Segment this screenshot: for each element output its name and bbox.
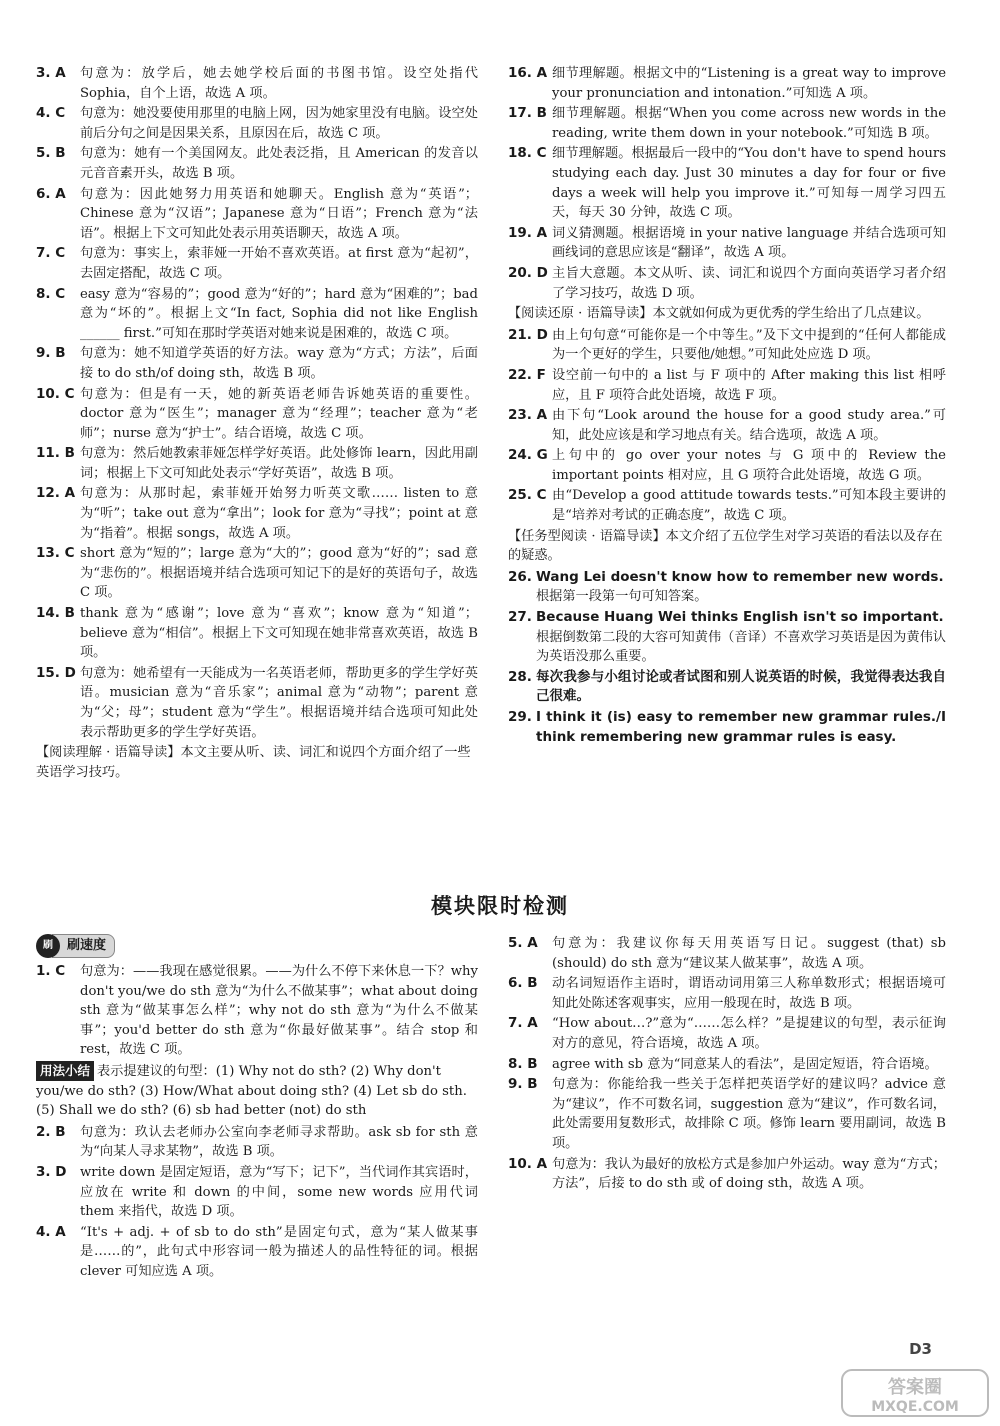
answer-explanation: 词义猜测题。根据语境 in your native language 并结合选项可知画线词的意思应该是“翻译”，故选 A 项。 — [552, 225, 946, 261]
answer-explanation: 句意为：我建议你每天用英语写日记。suggest (that) sb (should) do sth 意为“建议某人做某事”，故选 A 项。 — [552, 936, 946, 971]
usage-tag: 用法小结 — [36, 1061, 94, 1081]
answer-item — [36, 385, 478, 444]
answer-explanation: 句意为：她没要使用那里的电脑上网，因为她家里没有电脑。设空处前后分句之间是因果关系，且原因在后，故选 C 项。 — [80, 106, 478, 141]
answer-item — [508, 1055, 946, 1075]
task-answer-text: Wang Lei doesn't know how to remember new words. — [536, 568, 944, 585]
answer-item — [36, 484, 478, 543]
answer-item — [508, 104, 946, 143]
answer-item — [36, 185, 478, 244]
task-answer-text: Because Huang Wei thinks English isn't so important. — [536, 609, 944, 626]
answer-explanation: 句意为：从那时起，索菲娅开始努力听英文歌…… listen to 意为“听”；take out 意为“拿出”；look for 意为“寻找”；point at 意为“指着”。根据 songs，故选 A 项。 — [80, 486, 478, 541]
question-number: 7. A — [508, 1015, 538, 1032]
task-explanation: 根据倒数第二段的大容可知黄伟（音译）不喜欢学习英语是因为黄伟认为英语没那么重要。 — [536, 629, 946, 665]
task-answer-text: 每次我参与小组讨论或者试图和别人说英语的时候，我觉得表达我自己很难。 — [536, 668, 946, 705]
svg-text:答案圈: 答案圈 — [888, 1377, 942, 1398]
svg-text:MXQE.COM: MXQE.COM — [871, 1399, 959, 1415]
answer-item — [36, 244, 478, 283]
question-number: 20. D — [508, 264, 548, 281]
answer-explanation: 句意为：她希望有一天能成为一名英语老师，帮助更多的学生学好英语。musician 意为“音乐家”；animal 意为“动物”；parent 意为“父；母”；student 意为“学生”。根据语境并结合选项可知此处表示帮助更多的学生学好英语。 — [80, 665, 478, 740]
question-number: 5. A — [508, 935, 538, 951]
question-number: 27. — [508, 609, 532, 626]
answer-explanation: 句意为：然后她教索菲娅怎样学好英语。此处修饰 learn，因此用副词；根据上下文可知此处表示“学好英语”，故选 B 项。 — [80, 446, 478, 481]
answer-item — [36, 664, 478, 742]
question-number: 9. B — [508, 1076, 538, 1093]
answer-item — [36, 1163, 478, 1222]
answer-explanation: 主旨大意题。本文从听、读、词汇和说四个方面向英语学习者介绍了学习技巧，故选 D 项。 — [552, 265, 946, 301]
answer-explanation: short 意为“短的”；large 意为“大的”；good 意为“好的”；sad 意为“悲伤的”。根据语境并结合选项可知记下的是好的英语句子，故选 C 项。 — [80, 546, 478, 601]
answer-item — [508, 1014, 946, 1053]
question-number: 12. A — [36, 485, 76, 502]
task-body — [536, 568, 946, 607]
section-title: 模块限时检测 — [431, 894, 569, 918]
answer-explanation: 句意为：因此她努力用英语和她聊天。English 意为“英语”；Chinese 意为“汉语”；Japanese 意为“日语”；French 意为“法语”。根据上下文可知此处表示用英语聊天，故选 A 项。 — [80, 186, 478, 241]
answer-item — [36, 962, 478, 1060]
question-number: 5. B — [36, 145, 66, 162]
question-number: 8. C — [36, 285, 66, 302]
answer-item — [508, 406, 946, 445]
usage-text: 表示提建议的句型：(1) Why not do sth? (2) Why don't you/we do sth? (3) How/What about doing sth? (4) Let sb do sth. (5) Shall we do sth? (6) sb had better (not) do sth — [36, 1063, 467, 1119]
answer-item — [508, 486, 946, 525]
answer-explanation: 上句中的 go over your notes 与 G 项中的 Review the important points 相对应，且 G 项符合此处语境，故选 G 项。 — [552, 448, 946, 483]
task-body — [536, 708, 946, 747]
answer-item — [508, 974, 946, 1013]
question-number: 22. F — [508, 366, 546, 383]
question-number: 26. — [508, 568, 532, 585]
question-number: 14. B — [36, 605, 75, 622]
task-answer — [508, 568, 946, 607]
question-number: 25. C — [508, 487, 547, 504]
answer-explanation: easy 意为“容易的”；good 意为“好的”；hard 意为“困难的”；bad 意为“坏的”。根据上文“In fact, Sophia did not like English ______ first.”可知在那时学英语对她来说是困难的，故选 C 项。 — [80, 286, 478, 341]
answer-explanation: “How about…?”意为“……怎么样？”是提建议的句型，表示征询对方的意见，符合语境，故选 A 项。 — [552, 1016, 946, 1051]
answer-item — [36, 64, 478, 103]
brush-icon: 刷 — [36, 934, 60, 958]
task-answer-text: I think it (is) easy to remember new grammar rules./I think remembering new grammar rules is easy. — [536, 709, 946, 745]
task-body — [536, 668, 946, 707]
answer-explanation: write down 是固定短语，意为“写下；记下”，当代词作其宾语时，应放在 write 和 down 的中间，some new words 应用代词 them 来指代，故选 D 项。 — [80, 1164, 478, 1220]
answer-item — [508, 326, 946, 365]
guide-text: 本文主要从听、读、词汇和说四个方面介绍了一些英语学习技巧。 — [36, 745, 471, 780]
question-number: 9. B — [36, 345, 66, 362]
question-number: 29. — [508, 709, 532, 725]
guide-text: 本文就如何成为更优秀的学生给出了几点建议。 — [652, 306, 930, 322]
answer-item — [508, 446, 946, 485]
answer-explanation: 动名词短语作主语时，谓语动词用第三人称单数形式；根据语境可知此处陈述客观事实，应用一般现在时，故选 B 项。 — [552, 976, 946, 1011]
answer-explanation: 句意为：她有一个美国网友。此处表泛指，且 American 的发音以元音音素开头，故选 B 项。 — [80, 146, 478, 181]
question-number: 18. C — [508, 145, 547, 162]
answer-item — [508, 64, 946, 103]
answer-explanation: 细节理解题。根据最后一段中的“You don't have to spend hours studying each day. Just 30 minutes a day for four or five days a week will help you improve it.”可知每一周学习四五天，每天 30 分钟，故选 C 项。 — [552, 146, 946, 221]
answer-explanation: 由“Develop a good attitude towards tests.”可知本段主要讲的是“培养对考试的正确态度”，故选 C 项。 — [552, 488, 946, 524]
question-number: 6. A — [36, 185, 66, 202]
question-number: 6. B — [508, 975, 538, 992]
answer-item — [508, 144, 946, 222]
answer-explanation: 句意为：你能给我一些关于怎样把英语学好的建议吗？advice 意为“建议”，作不可数名词，suggestion 意为“建议”，作可数名词，此处需要用复数形式，故排除 C 项。修饰 learn 要用副词，故选 B 项。 — [552, 1077, 946, 1151]
right-column-bottom — [508, 934, 946, 1195]
answer-explanation: 句意为：放学后，她去她学校后面的书图书馆。设空处指代 Sophia，自个上语，故选 A 项。 — [80, 66, 478, 101]
answer-explanation: 句意为：她不知道学英语的好方法。way 意为“方式；方法”，后面接 to do sth/of doing sth，故选 B 项。 — [80, 346, 478, 381]
task-body — [536, 608, 946, 667]
question-number: 2. B — [36, 1123, 66, 1140]
task-answer — [508, 608, 946, 667]
answer-item — [508, 1155, 946, 1194]
question-number: 24. G — [508, 447, 548, 464]
guide-tag: 【阅读理解 · 语篇导读】 — [36, 745, 181, 761]
question-number: 17. B — [508, 105, 547, 122]
task-explanation: 根据第一段第一句可知答案。 — [536, 589, 708, 605]
task-answer — [508, 668, 946, 707]
answer-item — [36, 1123, 478, 1162]
guide-text: 本文介绍了五位学生对学习英语的看法以及存在的疑惑。 — [508, 528, 943, 564]
answer-item — [508, 366, 946, 405]
left-column-bottom — [36, 934, 478, 1283]
question-number: 28. — [508, 668, 532, 685]
page-number: D3 — [909, 1340, 932, 1358]
question-number: 8. B — [508, 1055, 538, 1072]
answer-explanation: 句意为：但是有一天，她的新英语老师告诉她英语的重要性。doctor 意为“医生”；manager 意为“经理”；teacher 意为“老师”；nurse 意为“护士”。结合语境，故选 C 项。 — [80, 386, 478, 441]
answer-item — [36, 285, 478, 344]
question-number: 3. D — [36, 1163, 67, 1180]
answer-item — [508, 1075, 946, 1153]
answer-explanation: thank 意为“感谢”；love 意为“喜欢”；know 意为“知道”；believe 意为“相信”。根据上下文可知现在她非常喜欢英语，故选 B 项。 — [80, 606, 478, 661]
answer-item — [36, 604, 478, 663]
answer-explanation: agree with sb 意为“同意某人的看法”，是固定短语，符合语境。 — [552, 1056, 938, 1072]
answer-item — [36, 1223, 478, 1282]
guide-tag: 【任务型阅读 · 语篇导读】 — [508, 528, 666, 544]
answer-explanation: 句意为：——我现在感觉很累。——为什么不停下来休息一下？why don't you/we do sth 意为“为什么不做某事”；what about doing sth 意为“做某事怎么样”；why not do sth 意为“为什么不做某事”；you'd better do sth 意为“你最好做某事”。结合 stop 和 rest，故选 C 项。 — [80, 964, 478, 1058]
question-number: 21. D — [508, 326, 548, 343]
right-column-top — [508, 64, 946, 748]
badge-label: 刷速度 — [52, 934, 115, 958]
task-answer — [508, 708, 946, 747]
question-number: 4. A — [36, 1223, 66, 1240]
answer-explanation: 句意为：事实上，索菲娅一开始不喜欢英语。at first 意为“起初”，去固定搭配，故选 C 项。 — [80, 246, 478, 281]
watermark-logo — [840, 1366, 990, 1420]
reading-guide — [36, 743, 478, 782]
answer-item — [36, 144, 478, 183]
answer-item — [36, 544, 478, 603]
question-number: 19. A — [508, 224, 548, 241]
speed-badge — [36, 934, 478, 958]
answer-explanation: 句意为：玖认去老师办公室向李老师寻求帮助。ask sb for sth 意为“向某人寻求某物”，故选 B 项。 — [80, 1124, 478, 1160]
answer-item — [36, 344, 478, 383]
answer-explanation: 句意为：我认为最好的放松方式是参加户外运动。way 意为“方式；方法”，后接 to do sth 或 of doing sth，故选 A 项。 — [552, 1156, 946, 1192]
answer-item — [36, 104, 478, 143]
question-number: 13. C — [36, 545, 75, 562]
answer-explanation: 设空前一句中的 a list 与 F 项中的 After making this list 相呼应，且 F 项符合此处语境，故选 F 项。 — [552, 367, 946, 403]
question-number: 7. C — [36, 245, 66, 262]
guide-tag: 【阅读还原 · 语篇导读】 — [508, 306, 653, 322]
left-column-top — [36, 64, 478, 784]
question-number: 3. A — [36, 65, 66, 81]
question-number: 23. A — [508, 407, 548, 424]
answer-item — [508, 224, 946, 263]
usage-summary — [36, 1061, 478, 1121]
reading-guide — [508, 304, 946, 324]
reading-guide — [508, 527, 946, 566]
question-number: 1. C — [36, 963, 66, 979]
answer-item — [36, 444, 478, 483]
question-number: 11. B — [36, 445, 75, 462]
answer-explanation: 细节理解题。根据“When you come across new words in the reading, write them down in your notebook.”可知选 B 项。 — [552, 106, 946, 141]
answer-explanation: 细节理解题。根据文中的“Listening is a great way to improve your pronunciation and intonation.”可知选 A 项。 — [552, 66, 946, 101]
question-number: 10. A — [508, 1155, 548, 1172]
answer-explanation: 由下句“Look around the house for a good study area.”可知，此处应该是和学习地点有关。结合选项，故选 A 项。 — [552, 408, 946, 443]
question-number: 4. C — [36, 105, 66, 122]
answer-item — [508, 264, 946, 303]
question-number: 16. A — [508, 65, 548, 81]
question-number: 15. D — [36, 664, 76, 681]
question-number: 10. C — [36, 385, 75, 402]
answer-explanation: 由上句句意“可能你是一个中等生。”及下文中提到的“任何人都能成为一个更好的学生，只要他/她想。”可知此处应选 D 项。 — [552, 327, 946, 363]
answer-item — [508, 934, 946, 973]
answer-explanation: “It's + adj. + of sb to do sth”是固定句式，意为“某人做某事是……的”，此句式中形容词一般为描述人的品性特征的词。根据 clever 可知应选 A 项。 — [80, 1224, 478, 1279]
